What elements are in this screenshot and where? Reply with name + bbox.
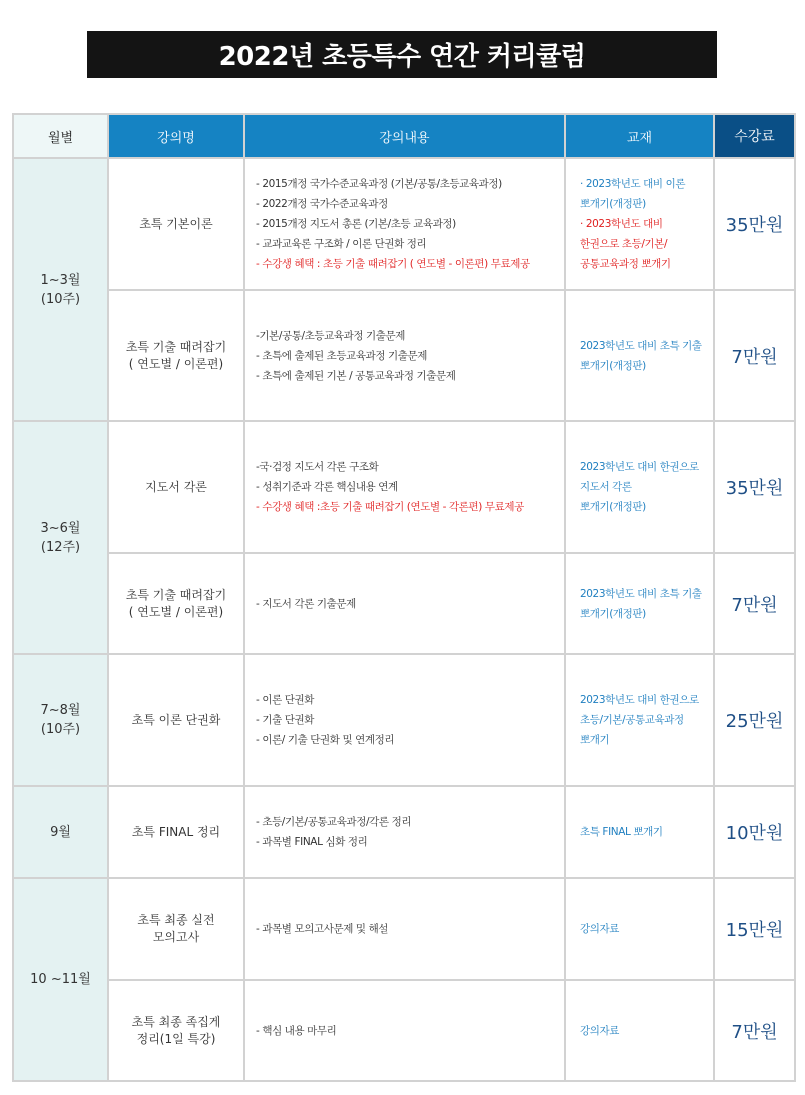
book-line: 지도서 각론 bbox=[580, 481, 632, 493]
lecture-cell bbox=[108, 980, 244, 1081]
book-line: 공통교육과정 뽀개기 bbox=[580, 258, 671, 270]
content-line: - 교과교육론 구조화 / 이론 단권화 정리 bbox=[256, 238, 427, 250]
month-cell bbox=[13, 878, 108, 1081]
month-line: 3~6월 bbox=[40, 520, 81, 536]
book-line: 강의자료 bbox=[580, 923, 619, 935]
book-line: 2023학년도 대비 초특 기출 bbox=[580, 587, 702, 600]
book-line: · 2023학년도 대비 이론 bbox=[580, 178, 686, 190]
content-line: - 과목별 FINAL 심화 정리 bbox=[256, 836, 368, 848]
month-cell bbox=[13, 158, 108, 421]
lecture-cell bbox=[108, 158, 244, 290]
lecture-line: 초특 기출 때려잡기 bbox=[125, 339, 227, 354]
book-line: 2023학년도 대비 한권으로 bbox=[580, 694, 699, 706]
book-line: · 2023학년도 대비 bbox=[580, 218, 663, 230]
month-cell bbox=[13, 786, 108, 878]
table-row bbox=[13, 980, 795, 1081]
book-cell bbox=[565, 421, 714, 553]
header-content: 강의내용 bbox=[244, 114, 565, 158]
month-cell bbox=[13, 654, 108, 786]
content-cell bbox=[244, 290, 565, 421]
lecture-line: 초특 기본이론 bbox=[139, 216, 213, 231]
fee-cell: 35만원 bbox=[714, 158, 795, 290]
month-line: (10주) bbox=[40, 291, 81, 307]
lecture-line: ( 연도별 / 이론편) bbox=[128, 356, 224, 371]
book-line: 초등/기본/공통교육과정 bbox=[580, 714, 684, 726]
table-row bbox=[13, 654, 795, 786]
content-cell bbox=[244, 980, 565, 1081]
lecture-line: 모의고사 bbox=[152, 930, 200, 944]
book-line: 뽀개기(개정판) bbox=[580, 607, 646, 620]
table-row bbox=[13, 786, 795, 878]
lecture-line: 초특 최종 족집게 bbox=[131, 1014, 221, 1029]
lecture-line: 지도서 각론 bbox=[145, 479, 207, 494]
lecture-line: 초특 최종 실전 bbox=[137, 913, 215, 927]
lecture-line: 초특 FINAL 정리 bbox=[131, 824, 221, 839]
page-title: 2022년 초등특수 연간 커리큘럼 bbox=[218, 42, 586, 72]
header-lecture: 강의명 bbox=[108, 114, 244, 158]
book-cell bbox=[565, 158, 714, 290]
fee-cell: 7만원 bbox=[714, 980, 795, 1081]
header-month: 월별 bbox=[13, 114, 108, 158]
content-cell bbox=[244, 878, 565, 980]
content-line: -국·검정 지도서 각론 구조화 bbox=[256, 461, 379, 473]
book-cell bbox=[565, 980, 714, 1081]
content-line: - 초특에 출제된 기본 / 공통교육과정 기출문제 bbox=[256, 369, 456, 382]
lecture-cell bbox=[108, 654, 244, 786]
month-line: (12주) bbox=[40, 539, 81, 555]
month-line: (10주) bbox=[40, 722, 81, 737]
book-cell bbox=[565, 654, 714, 786]
curriculum-table bbox=[12, 113, 796, 1082]
content-line-benefit: - 수강생 혜택 : 초등 기출 때려잡기 ( 연도별 - 이론편) 무료제공 bbox=[256, 258, 530, 270]
month-line: 7~8월 bbox=[40, 703, 81, 718]
table-row bbox=[13, 553, 795, 654]
table-row bbox=[13, 421, 795, 553]
content-line: - 2022개정 국가수준교육과정 bbox=[256, 198, 388, 210]
fee-cell: 10만원 bbox=[714, 786, 795, 878]
content-line: - 기출 단권화 bbox=[256, 714, 314, 726]
month-cell bbox=[13, 421, 108, 654]
header-fee: 수강료 bbox=[714, 114, 795, 158]
book-line: 뽀개기 bbox=[580, 734, 610, 746]
book-line: 뽀개기(개정판) bbox=[580, 198, 646, 210]
lecture-cell bbox=[108, 878, 244, 980]
book-line: 강의자료 bbox=[580, 1024, 619, 1037]
content-line: - 성취기준과 각론 핵심내용 연계 bbox=[256, 481, 398, 493]
fee-cell: 25만원 bbox=[714, 654, 795, 786]
content-cell bbox=[244, 421, 565, 553]
table-header-row bbox=[13, 114, 795, 158]
content-cell bbox=[244, 786, 565, 878]
lecture-line: 초특 기출 때려잡기 bbox=[125, 587, 227, 602]
book-line: 2023학년도 대비 한권으로 bbox=[580, 461, 699, 473]
table-row bbox=[13, 158, 795, 290]
lecture-line: 정리(1일 특강) bbox=[136, 1031, 216, 1046]
book-cell bbox=[565, 290, 714, 421]
lecture-cell bbox=[108, 786, 244, 878]
content-line: - 초특에 출제된 초등교육과정 기출문제 bbox=[256, 349, 428, 362]
book-line: 뽀개기(개정판) bbox=[580, 501, 646, 513]
title-banner bbox=[87, 31, 717, 78]
book-cell bbox=[565, 553, 714, 654]
book-line: 뽀개기(개정판) bbox=[580, 359, 646, 372]
content-line: - 핵심 내용 마무리 bbox=[256, 1024, 337, 1037]
content-line: - 이론/ 기출 단권화 및 연계정리 bbox=[256, 734, 395, 746]
content-cell bbox=[244, 158, 565, 290]
lecture-cell bbox=[108, 553, 244, 654]
content-line-benefit: - 수강생 혜택 :초등 기출 때려잡기 (연도별 - 각론편) 무료제공 bbox=[256, 501, 524, 513]
content-line: - 지도서 각론 기출문제 bbox=[256, 597, 356, 610]
book-line: 한권으로 초등/기본/ bbox=[580, 238, 668, 250]
lecture-line: 초특 이론 단권화 bbox=[131, 712, 221, 727]
book-cell bbox=[565, 786, 714, 878]
content-cell bbox=[244, 553, 565, 654]
month-line: 10 ~11월 bbox=[30, 972, 91, 987]
header-book: 교재 bbox=[565, 114, 714, 158]
fee-cell: 35만원 bbox=[714, 421, 795, 553]
content-line: - 2015개정 국가수준교육과정 (기본/공통/초등교육과정) bbox=[256, 178, 502, 190]
lecture-cell bbox=[108, 290, 244, 421]
month-line: 1~3월 bbox=[40, 272, 81, 288]
book-cell bbox=[565, 878, 714, 980]
lecture-cell bbox=[108, 421, 244, 553]
content-line: -기본/공통/초등교육과정 기출문제 bbox=[256, 329, 406, 342]
table-row bbox=[13, 290, 795, 421]
content-line: - 과목별 모의고사문제 및 해설 bbox=[256, 923, 389, 935]
book-line: 2023학년도 대비 초특 기출 bbox=[580, 339, 702, 352]
content-cell bbox=[244, 654, 565, 786]
lecture-line: ( 연도별 / 이론편) bbox=[128, 604, 224, 619]
table-row bbox=[13, 878, 795, 980]
content-line: - 초등/기본/공통교육과정/각론 정리 bbox=[256, 816, 412, 828]
fee-cell: 7만원 bbox=[714, 290, 795, 421]
month-line: 9월 bbox=[50, 824, 71, 840]
fee-cell: 7만원 bbox=[714, 553, 795, 654]
content-line: - 2015개정 지도서 총론 (기본/초등 교육과정) bbox=[256, 218, 456, 230]
book-line: 초특 FINAL 뽀개기 bbox=[580, 826, 663, 838]
content-line: - 이론 단권화 bbox=[256, 694, 314, 706]
fee-cell: 15만원 bbox=[714, 878, 795, 980]
